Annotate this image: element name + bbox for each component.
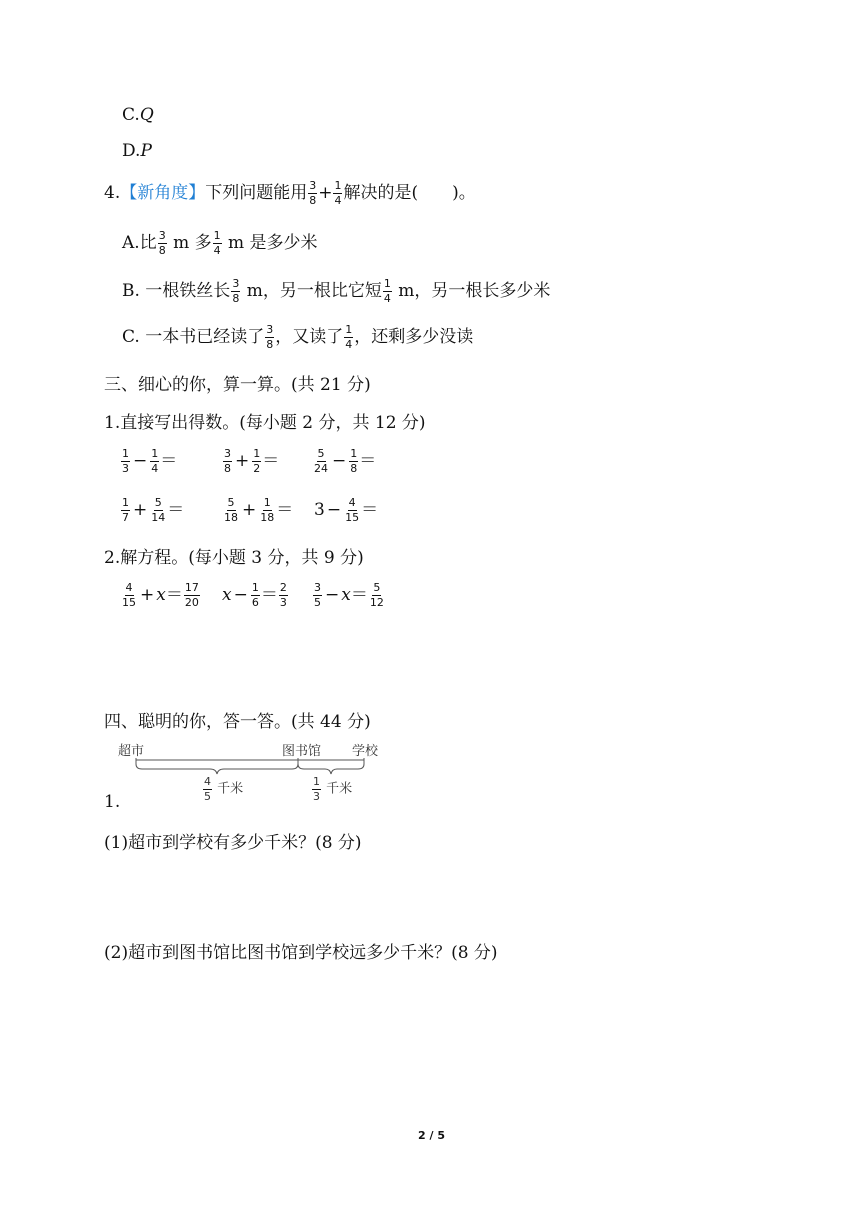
fraction: $\frac{3}{8}$ [309, 179, 317, 207]
fraction: $\frac{1}{4}$ [334, 179, 342, 207]
option-d: D.P [122, 141, 152, 161]
sub-question-1: (1)超市到学校有多少千米？(8 分) [104, 833, 362, 853]
fraction: $\frac{1}{4}$ [345, 323, 353, 351]
equation-3: $\frac{3}{5}$ − x＝ $\frac{5}{12}$ [314, 581, 384, 609]
question-4-option-b: B. 一根铁丝长 $\frac{3}{8}$ m，另一根比它短 $\frac{1}{4}$ m，另一根长多少米 [122, 277, 551, 305]
arith-5: $\frac{5}{18}$ + $\frac{1}{18}$ ＝ [224, 496, 294, 524]
section-3-part-2-title: 2.解方程。(每小题 3 分，共 9 分) [104, 548, 364, 568]
arith-6: 3 − $\frac{4}{15}$ ＝ [314, 496, 379, 524]
fraction: $\frac{3}{8}$ [232, 277, 240, 305]
brace-1 [136, 764, 298, 774]
page-number: 2 / 5 [418, 1129, 445, 1142]
section-3-part-1-title: 1.直接写出得数。(每小题 2 分，共 12 分) [104, 413, 426, 433]
equation-1: $\frac{4}{15}$ + x＝ $\frac{17}{20}$ [122, 581, 199, 609]
option-c: C.Q [122, 105, 154, 125]
label-library: 图书馆 [282, 744, 322, 759]
fraction: $\frac{1}{4}$ [383, 277, 391, 305]
segment-2-label: $\frac{1}{3}$ 千米 [313, 775, 353, 803]
fraction: $\frac{1}{4}$ [213, 229, 221, 257]
arith-1: $\frac{1}{3}$ − $\frac{1}{4}$ ＝ [122, 447, 178, 475]
label-school: 学校 [352, 744, 379, 759]
brace-2 [298, 764, 364, 774]
question-4-option-c: C. 一本书已经读了 $\frac{3}{8}$ ，又读了 $\frac{1}{4}$ ，还剩多少没读 [122, 323, 474, 351]
distance-diagram [130, 758, 370, 778]
sub-question-2: (2)超市到图书馆比图书馆到学校远多少千米？(8 分) [104, 943, 498, 963]
equation-2: x − $\frac{1}{6}$ ＝ $\frac{2}{3}$ [222, 581, 287, 609]
section-3-title: 三、细心的你，算一算。(共 21 分) [104, 375, 371, 395]
arith-2: $\frac{3}{8}$ + $\frac{1}{2}$ ＝ [224, 447, 280, 475]
fraction: $\frac{3}{8}$ [158, 229, 166, 257]
question-1-number: 1. [104, 792, 121, 812]
label-supermarket: 超市 [118, 744, 145, 759]
section-4-title: 四、聪明的你，答一答。(共 44 分) [104, 712, 371, 732]
arith-3: $\frac{5}{24}$ − $\frac{1}{8}$ ＝ [314, 447, 377, 475]
arith-4: $\frac{1}{7}$ + $\frac{5}{14}$ ＝ [122, 496, 185, 524]
segment-1-label: $\frac{4}{5}$ 千米 [204, 775, 244, 803]
question-4-option-a: A.比 $\frac{3}{8}$ m 多 $\frac{1}{4}$ m 是多少米 [122, 229, 318, 257]
new-angle-tag: 【新角度】 [120, 183, 206, 203]
fraction: $\frac{3}{8}$ [266, 323, 274, 351]
question-4-stem: 4.【新角度】下列问题能用 $\frac{3}{8}$ + $\frac{1}{4}$ 解决的是( )。 [104, 179, 476, 207]
